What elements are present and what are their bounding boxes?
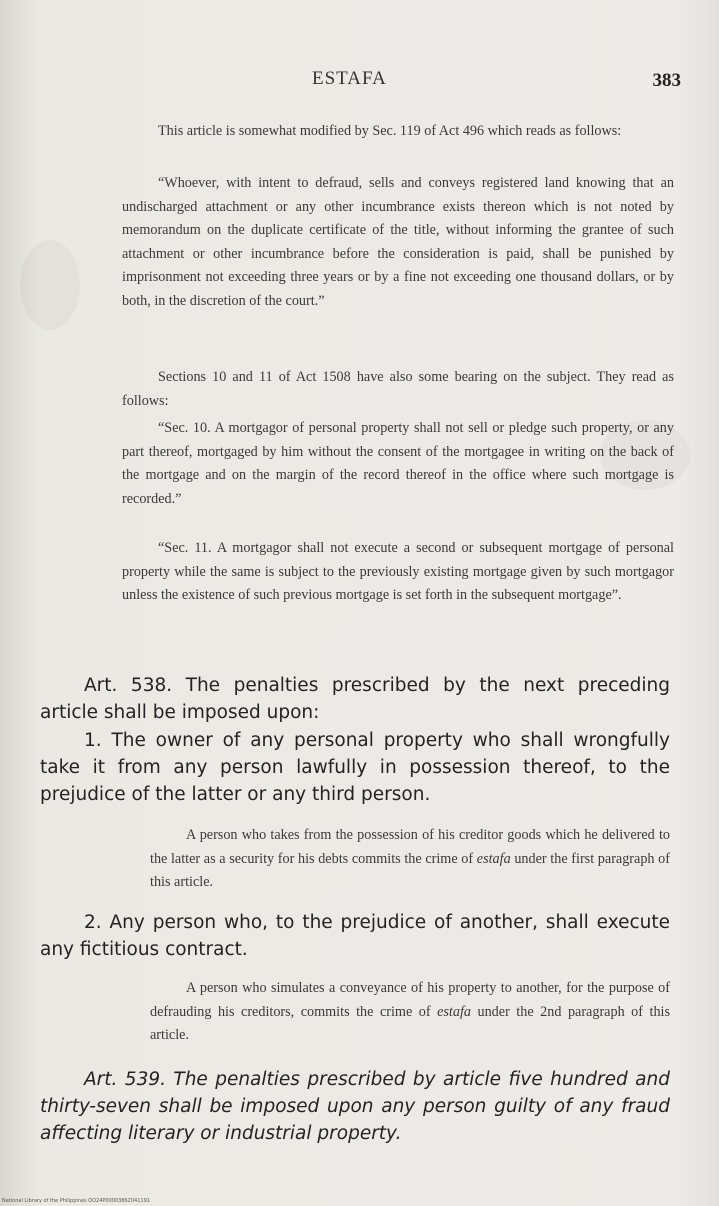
note-text [150, 977, 670, 1048]
note-text-part: under the 2nd paragraph of this article. [150, 1003, 670, 1043]
paragraph-sections [122, 366, 674, 413]
note-item-1 [150, 824, 670, 895]
paragraph-text: “Whoever, with intent to defraud, sells and conveys registered land knowing that an undischarged attachment or any other incumbrance exists thereon which is not noted by memorandum on the duplicate certificate of the title, without informing the grantee of such attachment or other incumbrance before the consideration is paid, shall be punished by imprisonment not exceeding three years or by a fine not exceeding one thousand dollars, or by both, in the discretion of the court.” [122, 175, 674, 309]
article-538-intro [40, 672, 670, 726]
paragraph-text: Sections 10 and 11 of Act 1508 have also some bearing on the subject. They read as follows: [122, 369, 674, 409]
article-538-item-2 [40, 909, 670, 963]
article-text: Art. 538. The penalties prescribed by the next preceding article shall be imposed upon: [40, 675, 670, 723]
paragraph-text: “Sec. 10. A mortgagor of personal property shall not sell or pledge such property, or any part thereof, mortgaged by him without the consent of the mortgagee in writing on the back of the mortgage and on the margin of the record thereof in the office where such mortgage is recorded.” [122, 420, 674, 507]
paragraph-intro [122, 120, 674, 144]
page-header [0, 68, 719, 98]
quote-sec-10 [122, 417, 674, 511]
running-head: ESTAFA [312, 68, 387, 89]
article-text: Art. 539. The penalties prescribed by article five hundred and thirty-seven shall be imposed upon any person guilty of any fraud affecting literary or industrial property. [40, 1069, 670, 1144]
paragraph-text: “Sec. 11. A mortgagor shall not execute a second or subsequent mortgage of personal property while the same is subject to the previously existing mortgage given by such mortgagor unless the existence of such previous mortgage is set forth in the subsequent mortgage”. [122, 540, 674, 603]
article-text: 1. The owner of any personal property who shall wrongfully take it from any person lawfully in possession thereof, to the prejudice of the latter or any third person. [40, 730, 670, 805]
note-item-2 [150, 977, 670, 1048]
note-text-italic: estafa [437, 1003, 471, 1020]
note-text-italic: estafa [476, 850, 511, 867]
scan-source-footer: National Library of the Philippines DO24P00003862041191 [2, 1198, 150, 1204]
quote-sec-11 [122, 537, 674, 608]
note-text [150, 824, 670, 895]
paragraph-text: This article is somewhat modified by Sec. 119 of Act 496 which reads as follows: [158, 123, 622, 139]
note-text-part: A person who takes from the possession of his creditor goods which he delivered to the latter as a security for his debts commits the crime of [150, 827, 670, 867]
note-text-part: A person who simulates a conveyance of his property to another, for the purpose of defrauding his creditors, commits the crime of [150, 980, 670, 1020]
article-539 [40, 1066, 670, 1147]
page-number: 383 [652, 70, 681, 91]
article-538-item-1 [40, 727, 670, 808]
paper-stain [20, 240, 80, 330]
article-text: 2. Any person who, to the prejudice of another, shall execute any fictitious contract. [40, 912, 670, 960]
quote-sec-119 [122, 172, 674, 313]
note-text-part: under the first paragraph of this article. [150, 850, 670, 890]
